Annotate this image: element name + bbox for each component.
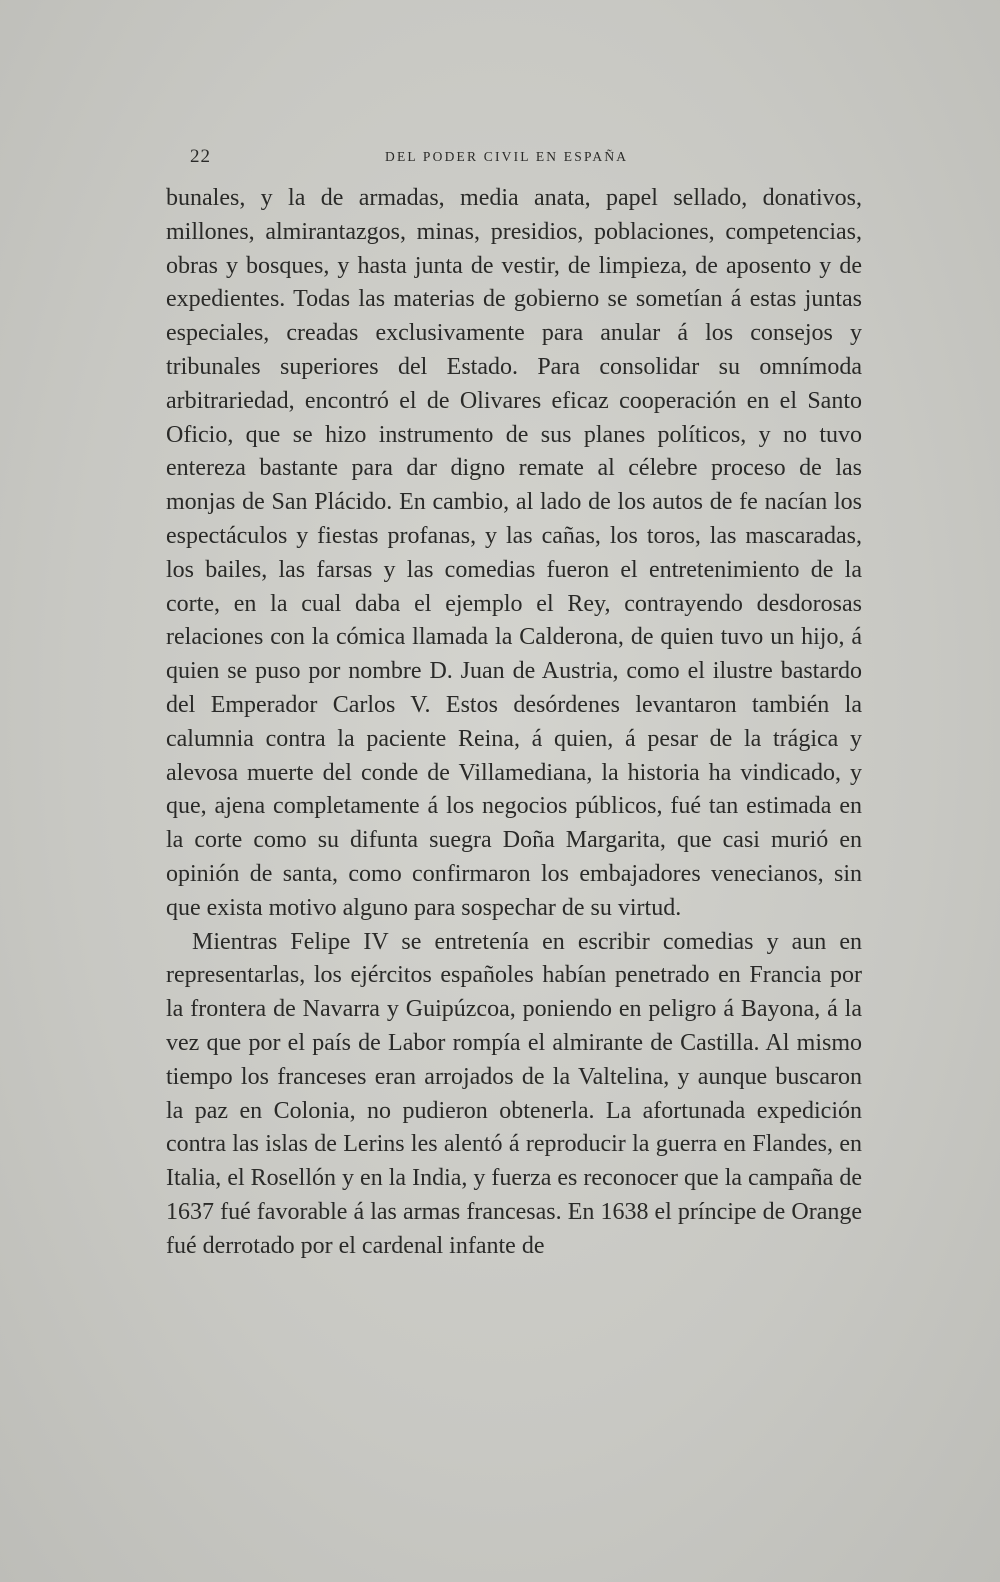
paragraph-2: Mientras Felipe IV se entretenía en escribir comedias y aun en representarlas, los ejércitos españoles habían penetrado en Francia por la frontera de Navarra y Guipúzcoa, poniendo en peligro á Bayona, á la vez que por el país de Labor rompía el almirante de Castilla. Al mismo tiempo los franceses eran arrojados de la Valtelina, y aunque buscaron la paz en Colonia, no pudieron obtenerla. La afortunada expedición contra las islas de Lerins les alentó á reproducir la guerra en Flandes, en Italia, el Rosellón y en la India, y fuerza es reconocer que la campaña de 1637 fué favorable á las armas francesas. En 1638 el príncipe de Orange fué derrotado por el cardenal infante de bbox=[166, 928, 862, 1259]
page-header bbox=[190, 146, 860, 172]
page-number: 22 bbox=[190, 146, 211, 167]
page-body bbox=[166, 182, 862, 1264]
running-head: DEL PODER CIVIL EN ESPAÑA bbox=[385, 149, 629, 164]
paragraph-1: bunales, y la de armadas, media anata, papel sellado, donativos, millones, almirantazgos, minas, presidios, poblaciones, competencias, obras y bosques, y hasta junta de vestir, de limpieza, de aposento y de expedientes. Todas las materias de gobierno se sometían á estas juntas especiales, creadas exclusivamente para anular á los consejos y tribunales superiores del Estado. Para consolidar su omnímoda arbitrariedad, encontró el de Olivares eficaz cooperación en el Santo Oficio, que se hizo instrumento de sus planes políticos, y no tuvo entereza bastante para dar digno remate al célebre proceso de las monjas de San Plácido. En cambio, al lado de los autos de fe nacían los espectáculos y fiestas profanas, y las cañas, los toros, las mascaradas, los bailes, las farsas y las comedias fueron el entretenimiento de la corte, en la cual daba el ejemplo el Rey, contrayendo desdorosas relaciones con la cómica llamada la Calderona, de quien tuvo un hijo, á quien se puso por nombre D. Juan de Austria, como el ilustre bastardo del Emperador Carlos V. Estos desórdenes levantaron también la calumnia contra la paciente Reina, á quien, á pesar de la trágica y alevosa muerte del conde de Villamediana, la historia ha vindicado, y que, ajena completamente á los negocios públicos, fué tan estimada en la corte como su difunta suegra Doña Margarita, que casi murió en opinión de santa, como confirmaron los embajadores venecianos, sin que exista motivo alguno para sospechar de su virtud. bbox=[166, 185, 862, 921]
